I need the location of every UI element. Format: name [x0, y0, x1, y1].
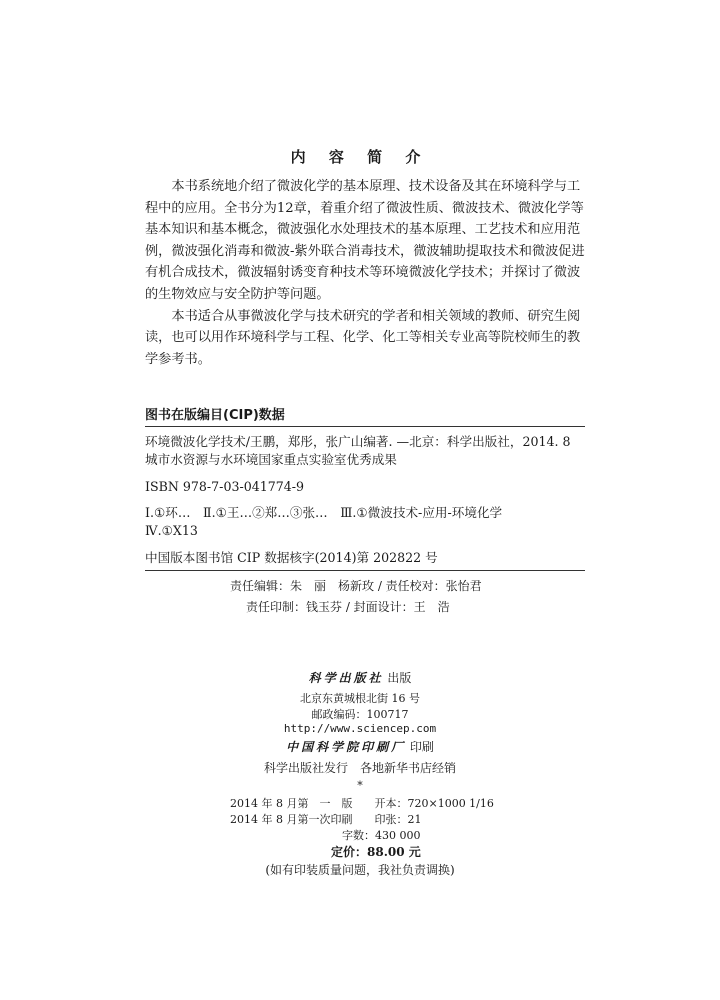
staff-editors: 责任编辑：朱 丽 杨新玫 / 责任校对：张怡君: [230, 579, 482, 593]
cip-isbn: ISBN 978-7-03-041774-9: [145, 479, 305, 494]
cip-record-number: 中国版本图书馆 CIP 数据核字(2014)第 202822 号: [145, 550, 438, 565]
cip-bottom-divider: [145, 570, 585, 571]
publisher-suffix: 出版: [387, 671, 412, 685]
printing-info: 2014 年 8 月第一次印刷 印张：21: [230, 813, 422, 826]
summary-title: 内 容 简 介: [290, 148, 430, 166]
price: 定价：88.00 元: [331, 845, 421, 859]
printer-line: [0, 738, 720, 755]
word-count: 字数：430 000: [342, 829, 421, 842]
distribution-line: 科学出版社发行 各地新华书店经销: [263, 761, 456, 775]
edition-info: 2014 年 8 月第 一 版 开本：720×1000 1/16: [230, 797, 494, 810]
publisher-logo: 科学出版社: [308, 671, 384, 685]
summary-paragraph-1: 本书系统地介绍了微波化学的基本原理、技术设备及其在环境科学与工程中的应用。全书分为12章，着重介绍了微波性质、微波技术、微波化学等基本知识和基本概念，微波强化水处理技术的基本原理、工艺技术和应用范例，微波强化消毒和微波-紫外联合消毒技术，微波辅助提取技术和微波促进有机合成技术，微波辐射诱变育种技术等环境微波化学技术；并探讨了微波的生物效应与安全防护等问题。: [145, 179, 585, 302]
quality-note: (如有印装质量问题，我社负责调换): [265, 863, 455, 877]
staff-production: 责任印制：钱玉芬 / 封面设计：王 浩: [246, 600, 450, 614]
summary-body: [145, 176, 585, 370]
cip-heading: 图书在版编目(CIP)数据: [145, 408, 285, 423]
publisher-website: http://www.sciencep.com: [283, 722, 437, 735]
printer-logo: 中国科学院印刷厂: [286, 740, 407, 754]
printer-suffix: 印刷: [409, 740, 434, 754]
publisher-postcode: 邮政编码：100717: [311, 708, 409, 721]
cip-line-series: 城市水资源与水环境国家重点实验室优秀成果: [145, 452, 397, 467]
publisher-address: 北京东黄城根北街 16 号: [300, 692, 420, 705]
cip-top-divider: [145, 426, 585, 427]
publisher-line: [0, 669, 720, 686]
cip-line-title: 环境微波化学技术/王鹏，郑彤，张广山编著. —北京：科学出版社，2014. 8: [145, 434, 571, 449]
cip-classification-1: Ⅰ.①环… Ⅱ.①王…②郑…③张… Ⅲ.①微波技术-应用-环境化学: [145, 505, 503, 520]
separator-star: *: [357, 779, 363, 792]
cip-classification-2: Ⅳ.①X13: [145, 523, 198, 538]
summary-paragraph-2: 本书适合从事微波化学与技术研究的学者和相关领域的教师、研究生阅读，也可以用作环境科学与工程、化学、化工等相关专业高等院校师生的教学参考书。: [145, 308, 581, 367]
